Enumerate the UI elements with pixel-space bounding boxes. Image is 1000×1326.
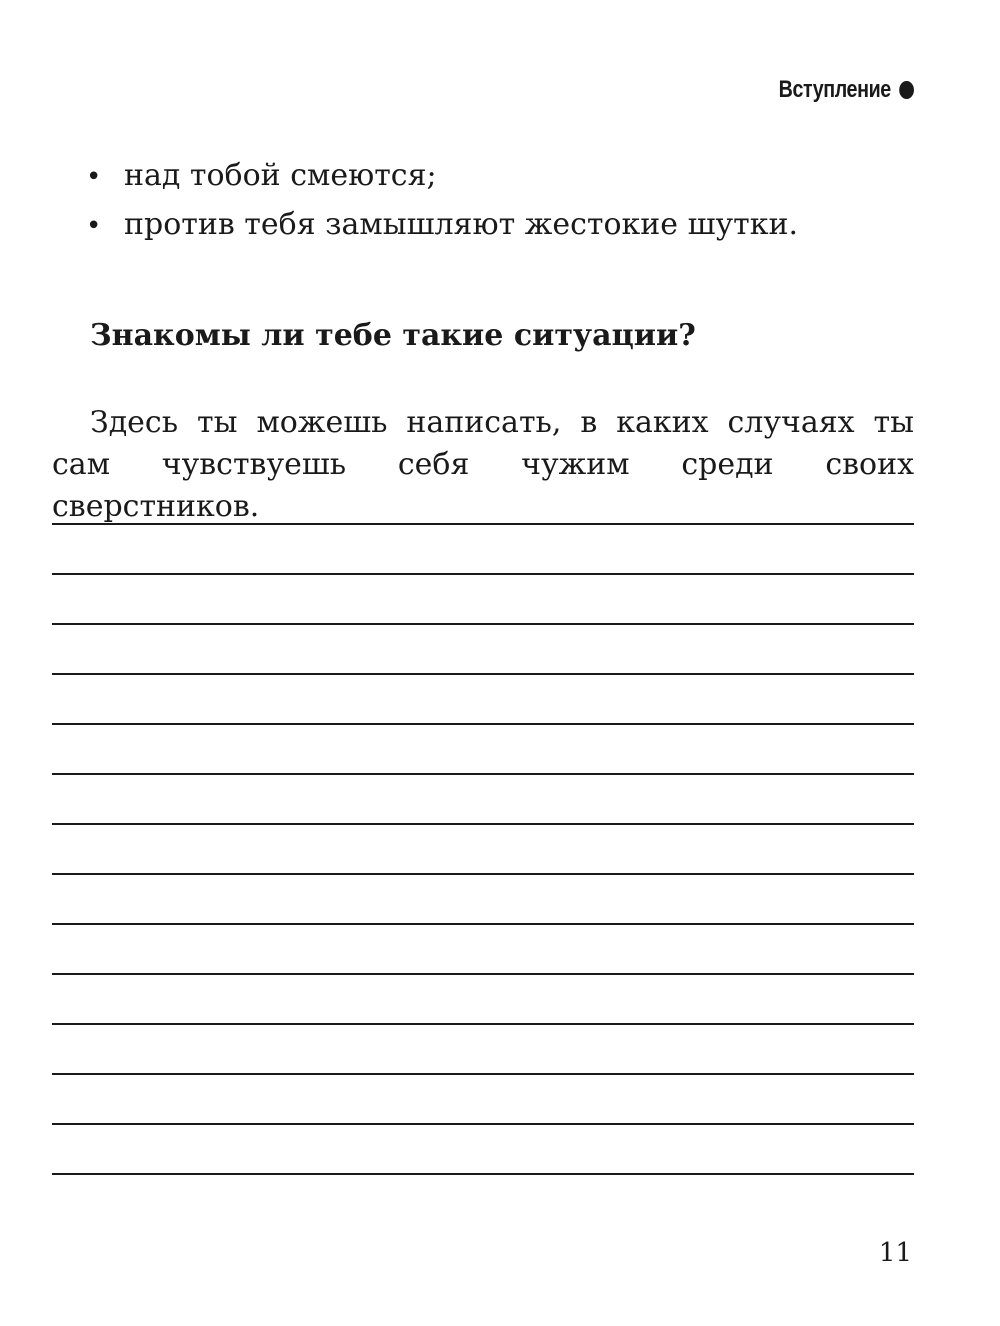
writing-line[interactable] (52, 823, 914, 873)
bullet-dot-icon (899, 81, 914, 99)
running-header (779, 76, 914, 104)
exercise-prompt: Здесь ты можешь написать, в каких случаях ты сам чувствуешь себя чужим среди своих сверстников. (52, 405, 914, 524)
section-heading: Знакомы ли тебе такие ситуации? (90, 318, 696, 353)
writing-line[interactable] (52, 773, 914, 823)
writing-line[interactable] (52, 573, 914, 623)
writing-line[interactable] (52, 723, 914, 773)
running-header-title: Вступление (778, 76, 892, 103)
writing-line[interactable] (52, 673, 914, 723)
bullet-list (86, 152, 798, 250)
writing-line[interactable] (52, 973, 914, 1023)
writing-area[interactable] (52, 523, 914, 1223)
list-item (86, 152, 798, 201)
list-item (86, 201, 798, 250)
writing-line[interactable] (52, 623, 914, 673)
writing-line[interactable] (52, 923, 914, 973)
writing-line[interactable] (52, 523, 914, 573)
writing-line[interactable] (52, 1123, 914, 1173)
list-item-text: против тебя замышляют жестокие шутки. (124, 207, 799, 242)
page-number: 11 (878, 1238, 912, 1268)
writing-line[interactable] (52, 1023, 914, 1073)
writing-line[interactable] (52, 873, 914, 923)
writing-line[interactable] (52, 1173, 914, 1223)
list-item-text: над тобой смеются; (124, 158, 437, 193)
bullet-icon: • (86, 162, 102, 192)
bullet-icon: • (86, 211, 102, 241)
writing-line[interactable] (52, 1073, 914, 1123)
